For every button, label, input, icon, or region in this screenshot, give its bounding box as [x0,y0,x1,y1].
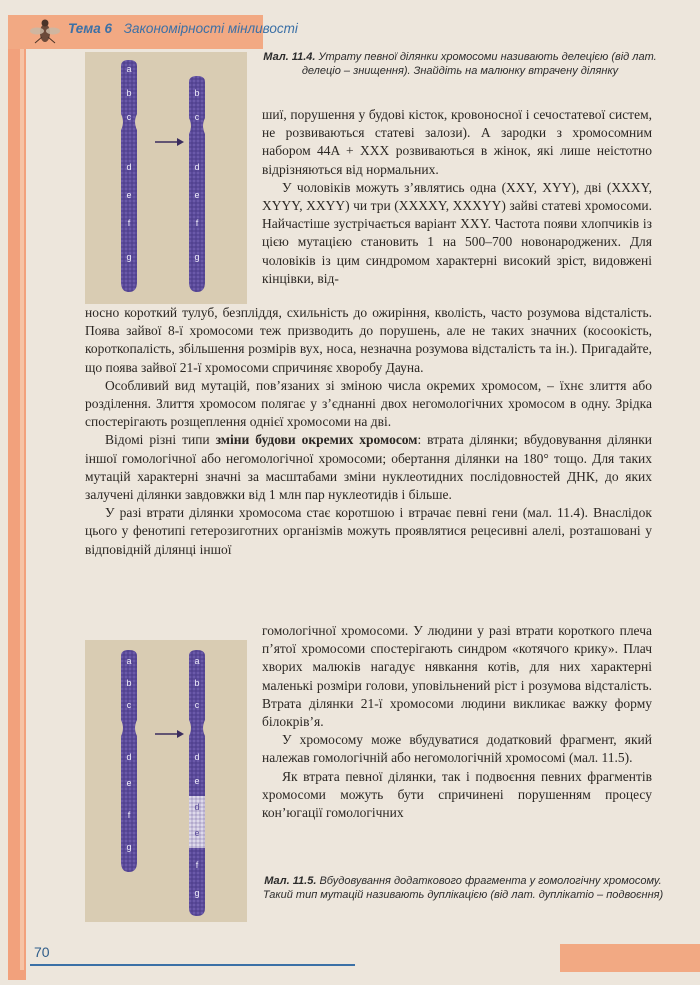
gene-label: e [126,190,132,200]
gene-label: d [194,752,200,762]
fly-icon [30,15,60,47]
text-column-bottom [262,622,652,822]
caption-label: Мал. 11.4. [263,51,316,63]
chapter-header [68,21,298,36]
paragraph: Як втрата певної ділянки, так і подвоєння певних фрагментів хромосоми можуть бути спричинені порушенням процесу кон’югації гомологічних [262,768,652,821]
gene-label: b [126,88,132,98]
gene-label: f [195,860,199,870]
gene-label: c [194,112,200,122]
gene-label: b [194,678,200,688]
text-span: : втрата ділянки; вбудовування ділянки іншої гомологічної або негомологічної хромосоми; обертання ділянки на 180° тощо. Для таких мутацій характерні значні за масштабами зміни нуклеотидних послідовностей ДНК, до яких залучені ділянки завдовжки від 1 млн пар нуклеотидів і більше. [85,432,652,503]
bold-term: зміни будови окремих хромосом [215,432,418,448]
page-number: 70 [34,944,50,960]
figure-deletion [85,52,247,304]
gene-label: b [126,678,132,688]
footer-rule [30,964,355,966]
gene-label: f [195,218,199,228]
footer-band [560,944,700,972]
gene-label: a [194,656,200,666]
gene-label: d [126,752,132,762]
gene-label: g [194,888,200,898]
gene-label: c [194,700,200,710]
gene-label: g [194,252,200,262]
arrow-icon [155,138,184,146]
paragraph: У разі втрати ділянки хромосома стає коротшою і втрачає певні гени (мал. 11.4). Внаслідок цього у фенотипі гетерозиготних організмів можуть проявлятися рецесивні алелі, розташовані у відповідній ділянці іншої [85,505,652,557]
paragraph: носно короткий тулуб, безпліддя, схильність до ожиріння, кволість, часто розумова відсталість. Поява зайвої 8-ї хромосоми теж призводить до порушень, але не таких значних (косоокість, короткопалість, збільшення розмірів вух, носа, незначна розумова відсталість та ін.). Пригадайте, що поява зайвої 21-ї хромосоми спричиняє хворобу Дауна. [85,305,652,375]
gene-label: a [126,656,132,666]
gene-label: e [194,190,200,200]
gene-label: d [194,802,200,812]
gene-label: g [126,842,132,852]
figure-caption-11-4 [255,50,665,78]
gene-label: a [126,64,132,74]
gene-label: e [126,778,132,788]
gene-label: c [126,700,132,710]
gene-label: d [126,162,132,172]
left-margin-stripe [20,40,24,970]
gene-label: d [194,162,200,172]
gene-label: b [194,88,200,98]
caption-text: Вбудовування додаткового фрагмента у гомологічну хромосому. Такий тип мутацій називають дуплікацією (від лат. дуплікатіо – подвоєння) [262,875,664,901]
theme-title: Закономірності мінливості [123,21,298,36]
gene-label: c [126,112,132,122]
gene-label: g [126,252,132,262]
gene-label: f [127,810,131,820]
gene-label: e [194,776,200,786]
gene-label: e [194,828,200,838]
figure-caption-11-5 [258,874,668,902]
paragraph [85,431,652,504]
gene-label: f [127,218,131,228]
paragraph: Особливий вид мутацій, пов’язаних зі зміною числа окремих хромосом, – їхнє злиття або розділення. Злиття хромосом полягає у з’єднанні двох негомологічних хромосом в одну. Зрідка спостерігають розщеплення однієї хромосоми на дві. [85,377,652,430]
arrow-icon [155,730,184,738]
paragraph: гомологічної хромосоми. У людини у разі втрати короткого плеча п’ятої хромосоми спостерігають синдром «котячого крику». Плач хворих малюків нагадує нявкання котів, для них характерні маленькі розміри голови, уповільнений ріст і розумова відсталість. Втрата ділянки 21-ї хромосоми людини викликає важку форму білокрів’я. [262,623,652,730]
paragraph: У хромосому може вбудуватися додатковий фрагмент, який належав гомологічній або негомологічній хромосомі (мал. 11.5). [262,732,652,766]
text-column-top [262,106,652,288]
caption-text: Утрату певної ділянки хромосоми називають делецією (від лат. делеціо – знищення). Знайдіть на малюнку втрачену ділянку [301,51,657,77]
caption-label: Мал. 11.5. [264,875,317,887]
theme-number: Тема 6 [68,21,112,36]
text-column-full [85,304,652,559]
paragraph: шиї, порушення у будові кісток, кровоносної і сечостатевої систем, не розвиваються статеві залози). А зародки з хромосомним набором 44A + XXX розвиваються в жінок, які лише неістотно відрізняються від нормальних. [262,107,652,177]
paragraph: У чоловіків можуть з’являтись одна (XXY, XYY), дві (XXXY, XYYY, XXYY) чи три (XXXXY, XXXYY) зайві статеві хромосоми. Найчастіше зустрічається варіант XXY. Частота появи хлопчиків із цією мутацією становить 1 на 500–700 новонароджених. Для чоловіків із цим синдромом характерні високий зріст, видовжені кінцівки, від- [262,179,652,286]
figure-duplication [85,640,247,922]
text-span: Відомі різні типи [105,432,216,448]
